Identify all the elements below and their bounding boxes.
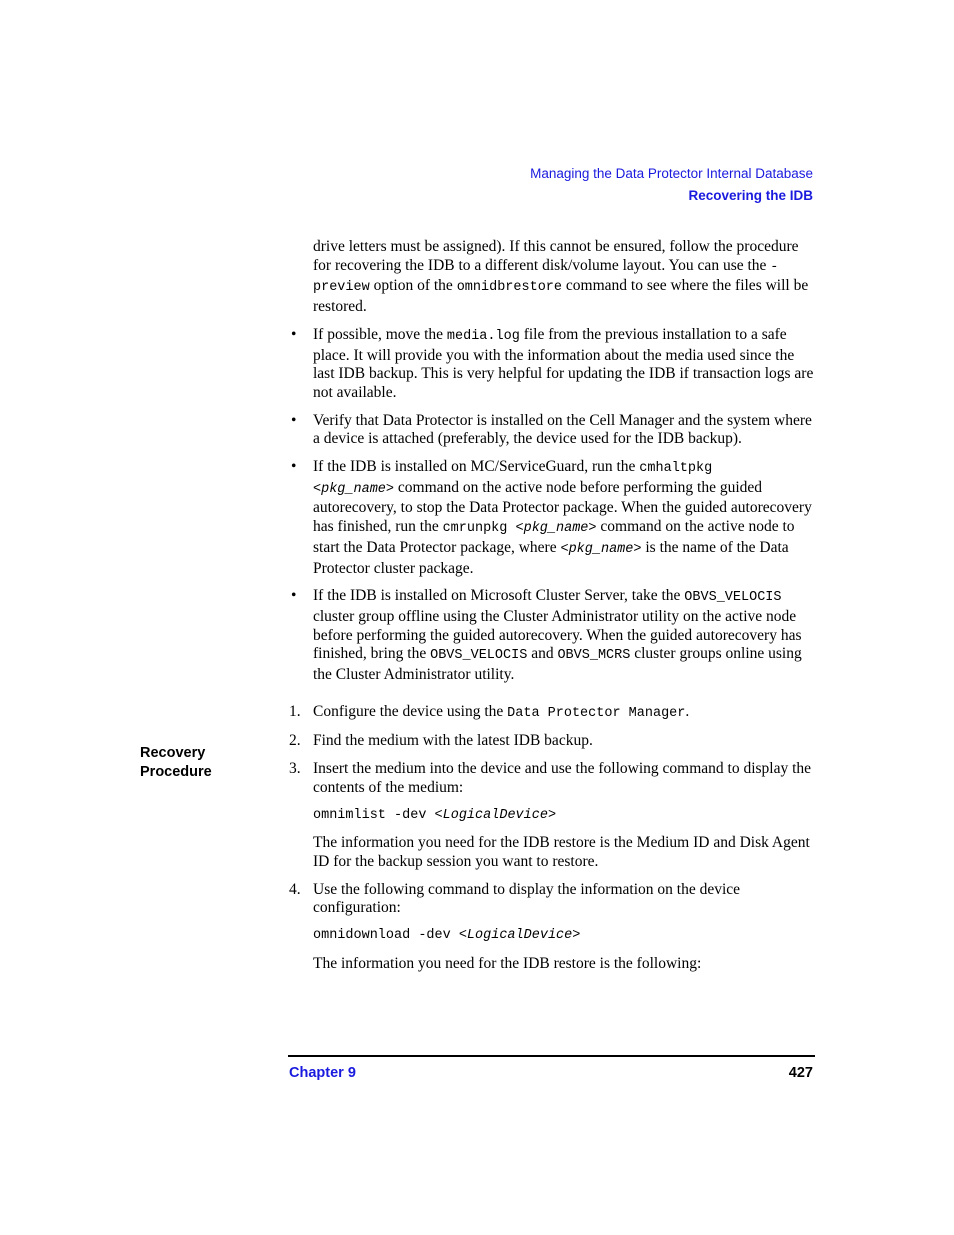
text-run: command on the active node to start the Data Protector package, where [313,518,795,556]
text-run: command to see where the files will be restored. [313,277,809,316]
footer-chapter: Chapter 9 [289,1065,356,1081]
step-item [289,881,815,918]
side-heading-line1: Recovery [140,745,206,761]
code-preview: -preview [313,259,779,296]
code-omnidbrestore: omnidbrestore [456,280,563,296]
text-run: is the name of the Data Protector cluster package. [313,538,789,577]
command-example [289,807,815,826]
running-header-subsection: Recovering the IDB [688,188,813,203]
text-run: cluster group offline using the Cluster Administrator utility on the active node before performing the guided autorecovery. When the guided autorecovery has finished, bring the [313,607,802,663]
bullet-item [289,412,815,449]
command-argument: <LogicalDevice> [434,807,557,823]
text-run: Find the medium with the latest IDB backup. [313,732,593,750]
text-run: . [685,702,690,720]
command-argument: <LogicalDevice> [458,928,581,944]
side-heading [140,744,212,782]
step-number: 4. [289,880,301,898]
text-run: If possible, move the [313,325,447,343]
step-number: 3. [289,760,301,778]
text-run: Verify that Data Protector is installed on the Cell Manager and the system where a device is attached (preferably, the device used for the IDB backup). [313,411,812,448]
command-example [289,927,815,946]
bullet-icon: • [291,325,297,343]
bullet-item [289,326,815,403]
running-header-section: Managing the Data Protector Internal Database [530,166,813,181]
code-pkg-name: <pkg_name> [313,481,395,497]
side-heading-line2: Procedure [140,764,212,780]
bullet-item [289,458,815,578]
text-run: cluster groups online using the Cluster Administrator utility. [313,645,802,684]
code-obvs-velocis: OBVS_VELOCIS [430,648,528,664]
step-item [289,760,815,797]
text-run: Use the following command to display the information on the device configuration: [313,880,741,917]
code-obvs-mcrs: OBVS_MCRS [557,648,631,664]
text-run: drive letters must be assigned). If this cannot be ensured, follow the procedure for recovering the IDB to a different disk/volume layout. You can use the [313,238,799,274]
bullet-item [289,587,815,685]
step-number: 1. [289,702,301,720]
code-obvs-velocis: OBVS_VELOCIS [684,590,782,606]
step-item [289,732,815,751]
text-run: Insert the medium into the device and use the following command to display the contents of the medium: [313,760,812,796]
command-text: omnimlist -dev [313,807,435,823]
code-pkg-name: <pkg_name> [560,541,642,557]
code-media-log: media.log [446,328,520,344]
main-text [289,238,815,974]
text-run: option of the [369,277,457,295]
step-note: The information you need for the IDB restore is the following: [313,954,702,972]
code-cmhaltpkg: cmhaltpkg [639,461,713,477]
text-run: and [527,645,558,663]
page-number: 427 [788,1065,813,1081]
step-number: 2. [289,732,301,750]
bullet-icon: • [291,458,297,476]
step-item [289,703,815,724]
step-note: The information you need for the IDB restore is the Medium ID and Disk Agent ID for the backup session you want to restore. [313,834,810,870]
text-run: file from the previous installation to a safe place. It will provide you with the information about the media used since the last IDB backup. This is very helpful for updating the IDB if transaction logs are not available. [313,325,814,401]
text-run: If the IDB is installed on MC/ServiceGuard, run the [313,458,640,476]
bullet-icon: • [291,411,297,429]
command-text: omnidownload -dev [313,928,459,944]
code-pkg-name: <pkg_name> [515,521,597,537]
code-cmrunpkg: cmrunpkg [442,521,516,537]
text-run: Configure the device using the [313,702,508,720]
footer-rule [288,1055,815,1057]
bullet-icon: • [291,587,297,605]
code-data-protector-manager: Data Protector Manager [507,705,686,721]
text-run: command on the active node before performing the guided autorecovery, to stop the Data Protector package. When the guided autorecovery has finished, run the [313,478,812,536]
text-run: If the IDB is installed on Microsoft Cluster Server, take the [313,587,685,605]
intro-paragraph [289,238,815,317]
